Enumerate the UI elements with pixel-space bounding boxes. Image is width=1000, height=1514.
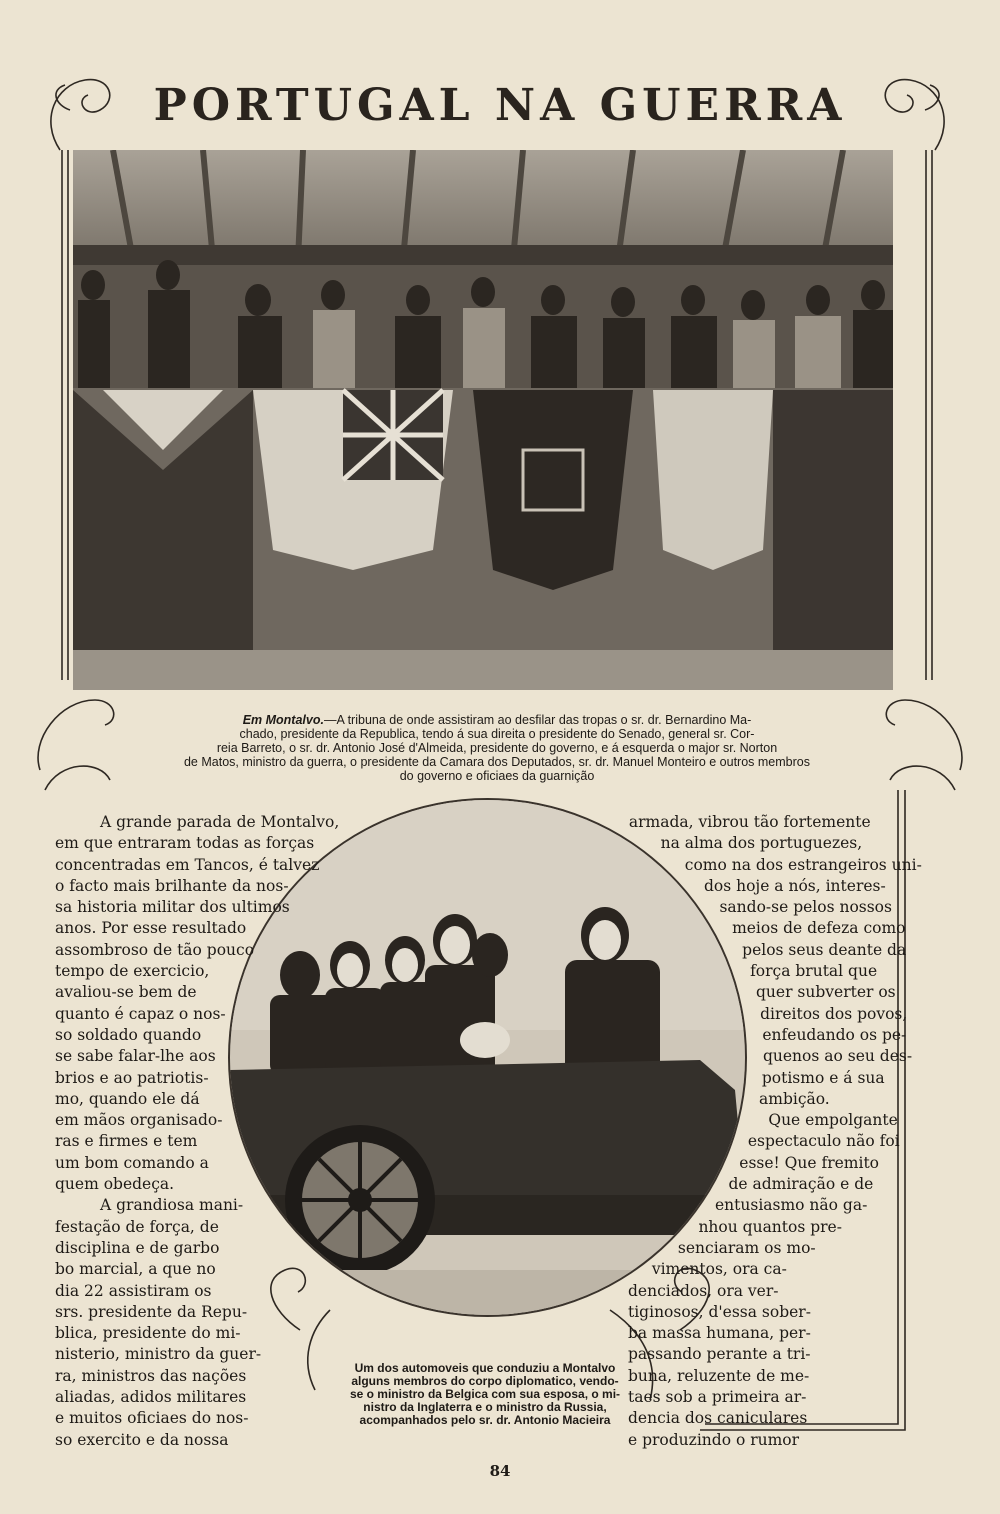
article-line: entusiasmo não ga- (715, 1196, 868, 1215)
article-line: sa historia militar dos ultimos (55, 898, 290, 917)
article-line: na alma dos portuguezes, (660, 834, 863, 853)
caption-line: se o ministro da Belgica com sua esposa, o mi- (349, 1387, 621, 1401)
caption-line: —A tribuna de onde assistiram ao desfilar das tropas o sr. dr. Bernardino Ma- (323, 713, 752, 727)
article-line: buna, reluzente de me- (628, 1366, 810, 1385)
article-line: bo marcial, a que no (55, 1260, 216, 1279)
article-line: armada, vibrou tão fortemente (628, 813, 871, 831)
article-line: um bom comando a (55, 1153, 209, 1172)
article-line: ras e firmes e tem (55, 1132, 198, 1151)
article-line: senciaram os mo- (677, 1238, 816, 1257)
caption-line: chado, presidente da Republica, tendo á sua direita o presidente do Senado, general sr. Cor- (239, 727, 755, 741)
article-line: enfeudando os pe- (762, 1025, 907, 1044)
article-line: srs. presidente da Repu- (55, 1302, 248, 1321)
article-line: esse! Que fremito (739, 1153, 880, 1172)
page-title: PORTUGAL NA GUERRA (153, 80, 847, 131)
article-line: meios de defeza como (732, 919, 906, 938)
reviewing-stand-photo (73, 150, 893, 690)
article-line: ra, ministros das nações (55, 1366, 247, 1385)
article-line: e produzindo o rumor (628, 1430, 800, 1449)
article-line: de admiração e de (728, 1175, 874, 1194)
article-line: so soldado quando (55, 1025, 202, 1044)
caption-line: nistro da Inglaterra e o ministro da Russia, (363, 1400, 607, 1414)
article-line: disciplina e de garbo (55, 1238, 220, 1257)
article-line: Que empolgante (768, 1111, 898, 1130)
article-line: dos hoje a nós, interes- (703, 876, 886, 895)
article-line: se sabe falar-lhe aos (55, 1047, 216, 1066)
reviewing-stand-illustration (73, 150, 893, 690)
article-right-column (0, 812, 1000, 1451)
article-line: festação de força, de (55, 1217, 219, 1236)
article-line: anos. Por esse resultado (55, 919, 247, 938)
article-line: como na dos estrangeiros uni- (684, 855, 922, 874)
page-number: 84 (489, 1462, 511, 1480)
article-line: passando perante a tri- (628, 1345, 811, 1364)
article-line: quem obedeça. (55, 1175, 175, 1194)
article-line: blica, presidente do mi- (55, 1324, 241, 1343)
caption-line: Um dos automoveis que conduziu a Montalvo (354, 1361, 616, 1375)
article-line: mo, quando ele dá (55, 1089, 200, 1108)
top-photo-caption (112, 713, 882, 783)
article-line: nisterio, ministro da guer- (55, 1345, 262, 1364)
caption-line: do governo e oficiaes da guarnição (399, 769, 595, 783)
article-line: tempo de exercicio, (55, 962, 210, 981)
article-line: força brutal que (750, 962, 878, 981)
article-line: A grandiosa mani- (100, 1196, 244, 1215)
caption-line: reia Barreto, o sr. dr. Antonio José d'Almeida, presidente do governo, e á esquerda o major sr. Norton (216, 741, 778, 755)
article-line: potismo e á sua (761, 1068, 885, 1087)
article-line: assombroso de tão pouco (55, 940, 255, 959)
article-line: direitos dos povos, (760, 1004, 908, 1023)
article-line: so exercito e da nossa (55, 1430, 229, 1449)
article-line: em mãos organisado- (55, 1111, 223, 1130)
article-line: ambição. (759, 1089, 830, 1108)
article-line: quer subverter os (756, 983, 896, 1002)
article-line: nhou quantos pre- (698, 1217, 842, 1236)
caption-line: acompanhados pelo sr. dr. Antonio Macieira (359, 1413, 611, 1427)
article-line: pelos seus deante da (742, 940, 907, 959)
article-line: dencia dos caniculares (628, 1409, 808, 1428)
article-line: em que entraram todas as forças (55, 834, 315, 853)
article-line: dia 22 assistiram os (55, 1281, 212, 1300)
article-line: espectaculo não foi (747, 1132, 900, 1151)
caption-lead: Em Montalvo. (242, 713, 324, 727)
article-line: vimentos, ora ca- (651, 1260, 787, 1279)
caption-line: de Matos, ministro da guerra, o presidente da Camara dos Deputados, sr. dr. Manuel Monteiro e outros membros (183, 755, 810, 769)
article-line: concentradas em Tancos, é talvez (55, 855, 320, 874)
caption-line: alguns membros do corpo diplomatico, vendo- (351, 1374, 619, 1388)
article-line: A grande parada de Montalvo, (100, 813, 340, 831)
article-line: taes sob a primeira ar- (628, 1388, 807, 1407)
article-line: brios e ao patriotis- (55, 1068, 209, 1087)
article-line: denciados, ora ver- (628, 1281, 779, 1300)
article-line: avaliou-se bem de (55, 983, 197, 1002)
article-line: o facto mais brilhante da nos- (55, 876, 289, 895)
article-line: quanto é capaz o nos- (55, 1004, 226, 1023)
article-line: tiginosos, d'essa sober- (628, 1302, 811, 1321)
article-line: sando-se pelos nossos (719, 898, 892, 917)
article-line: e muitos oficiaes do nos- (55, 1409, 249, 1428)
article-line: aliadas, adidos militares (55, 1388, 247, 1407)
article-line: ba massa humana, per- (628, 1324, 811, 1343)
article-line: quenos ao seu des- (762, 1047, 913, 1066)
